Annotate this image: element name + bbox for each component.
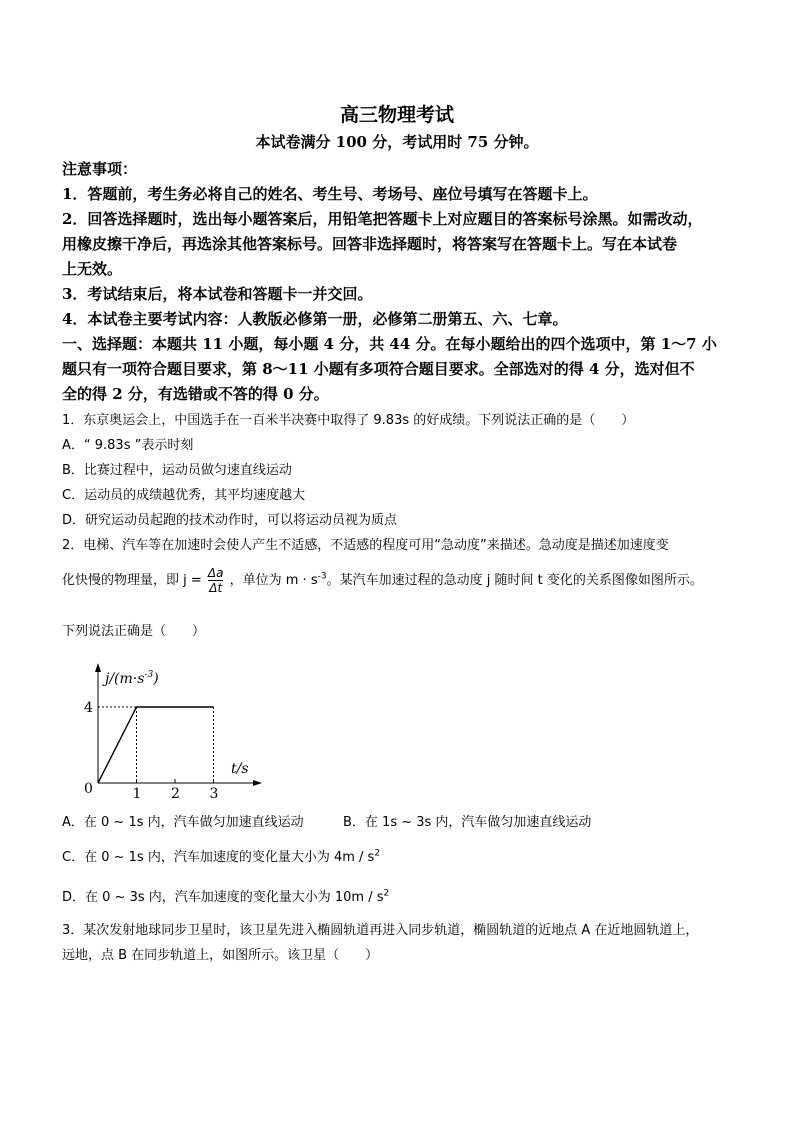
note-line: 3．考试结束后，将本试卷和答题卡一并交回。 bbox=[62, 285, 373, 303]
question-3-stem: 远地，点 B 在同步轨道上，如图所示。该卫星（ ） bbox=[62, 948, 379, 963]
note-line: 4．本试卷主要考试内容：人教版必修第一册，必修第二册第五、六、七章。 bbox=[62, 310, 568, 328]
jerk-time-graph bbox=[78, 655, 278, 805]
question-2-formula-line bbox=[62, 566, 703, 595]
question-1-option-c: C．运动员的成绩越优秀，其平均速度越大 bbox=[62, 488, 306, 503]
notes-header: 注意事项： bbox=[62, 160, 138, 178]
section-instruction: 全的得 2 分，有选错或不答的得 0 分。 bbox=[62, 385, 329, 403]
x-tick-label: 1 bbox=[132, 786, 142, 802]
question-1-option-b: B．比赛过程中，运动员做匀速直线运动 bbox=[62, 463, 292, 478]
question-1-option-d: D．研究运动员起跑的技术动作时，可以将运动员视为质点 bbox=[62, 513, 398, 528]
question-2-option-d bbox=[62, 886, 389, 905]
option-d-text: D．在 0 ~ 3s 内，汽车加速度的变化量大小为 10m / s bbox=[62, 890, 384, 905]
unit-text: ，单位为 m · s bbox=[229, 573, 318, 588]
question-2-prompt: 下列说法正确是（ ） bbox=[62, 624, 206, 639]
x-axis-label: t/s bbox=[231, 761, 249, 777]
section-instruction: 一、选择题：本题共 11 小题，每小题 4 分，共 44 分。在每小题给出的四个选项中，第 1～7 小 bbox=[62, 335, 717, 353]
question-2-stem: 2．电梯、汽车等在加速时会使人产生不适感，不适感的程度可用“急动度”来描述。急动度是描述加速度变 bbox=[62, 538, 669, 553]
option-c-text: C．在 0 ~ 1s 内，汽车加速度的变化量大小为 4m / s bbox=[62, 850, 375, 865]
page-title: 高三物理考试 bbox=[339, 104, 454, 126]
unit-exponent: -3 bbox=[317, 571, 327, 582]
exam-info: 本试卷满分 100 分，考试用时 75 分钟。 bbox=[255, 133, 539, 151]
jerk-formula bbox=[208, 566, 224, 595]
note-line: 用橡皮擦干净后，再选涂其他答案标号。回答非选择题时，将答案写在答题卡上。写在本试卷 bbox=[62, 235, 678, 253]
section-instruction: 题只有一项符合题目要求，第 8～11 小题有多项符合题目要求。全部选对的得 4 分，选对但不 bbox=[62, 360, 695, 378]
note-line: 1．答题前，考生务必将自己的姓名、考生号、考场号、座位号填写在答题卡上。 bbox=[62, 185, 598, 203]
option-d-square: 2 bbox=[383, 888, 390, 899]
question-3-stem: 3．某次发射地球同步卫星时，该卫星先进入椭圆轨道再进入同步轨道，椭圆轨道的近地点 A 在近地圆轨道上， bbox=[62, 923, 699, 938]
x-tick-label: 2 bbox=[171, 786, 180, 802]
question-2-option-a: A．在 0 ~ 1s 内，汽车做匀加速直线运动 bbox=[62, 815, 304, 830]
jerk-series-line bbox=[98, 707, 214, 783]
formula-intro: 化快慢的物理量，即 j = bbox=[62, 573, 202, 588]
question-2-option-b: B．在 1s ~ 3s 内，汽车做匀加速直线运动 bbox=[343, 815, 592, 830]
x-tick-label: 3 bbox=[209, 786, 219, 802]
formula-numerator: Δa bbox=[207, 566, 224, 580]
formula-outro: 。某汽车加速过程的急动度 j 随时间 t 变化的关系图像如图所示。 bbox=[326, 573, 703, 588]
question-1-option-a: A．“ 9.83s ”表示时刻 bbox=[62, 438, 194, 453]
y-tick-label: 4 bbox=[84, 700, 93, 716]
origin-label: 0 bbox=[84, 781, 93, 797]
note-line: 2．回答选择题时，选出每小题答案后，用铅笔把答题卡上对应题目的答案标号涂黑。如需改动， bbox=[62, 210, 703, 228]
x-axis-arrow bbox=[253, 780, 262, 786]
question-1-stem: 1．东京奥运会上，中国选手在一百米半决赛中取得了 9.83s 的好成绩。下列说法正确的是（ ） bbox=[62, 413, 635, 428]
formula-denominator: Δt bbox=[209, 581, 223, 595]
option-c-square: 2 bbox=[374, 848, 381, 859]
y-axis-arrow bbox=[95, 663, 101, 672]
note-line: 上无效。 bbox=[62, 260, 123, 278]
question-2-option-c bbox=[62, 846, 380, 865]
y-axis-label: $j/(m\cdot s^{-3})$ bbox=[105, 670, 159, 687]
